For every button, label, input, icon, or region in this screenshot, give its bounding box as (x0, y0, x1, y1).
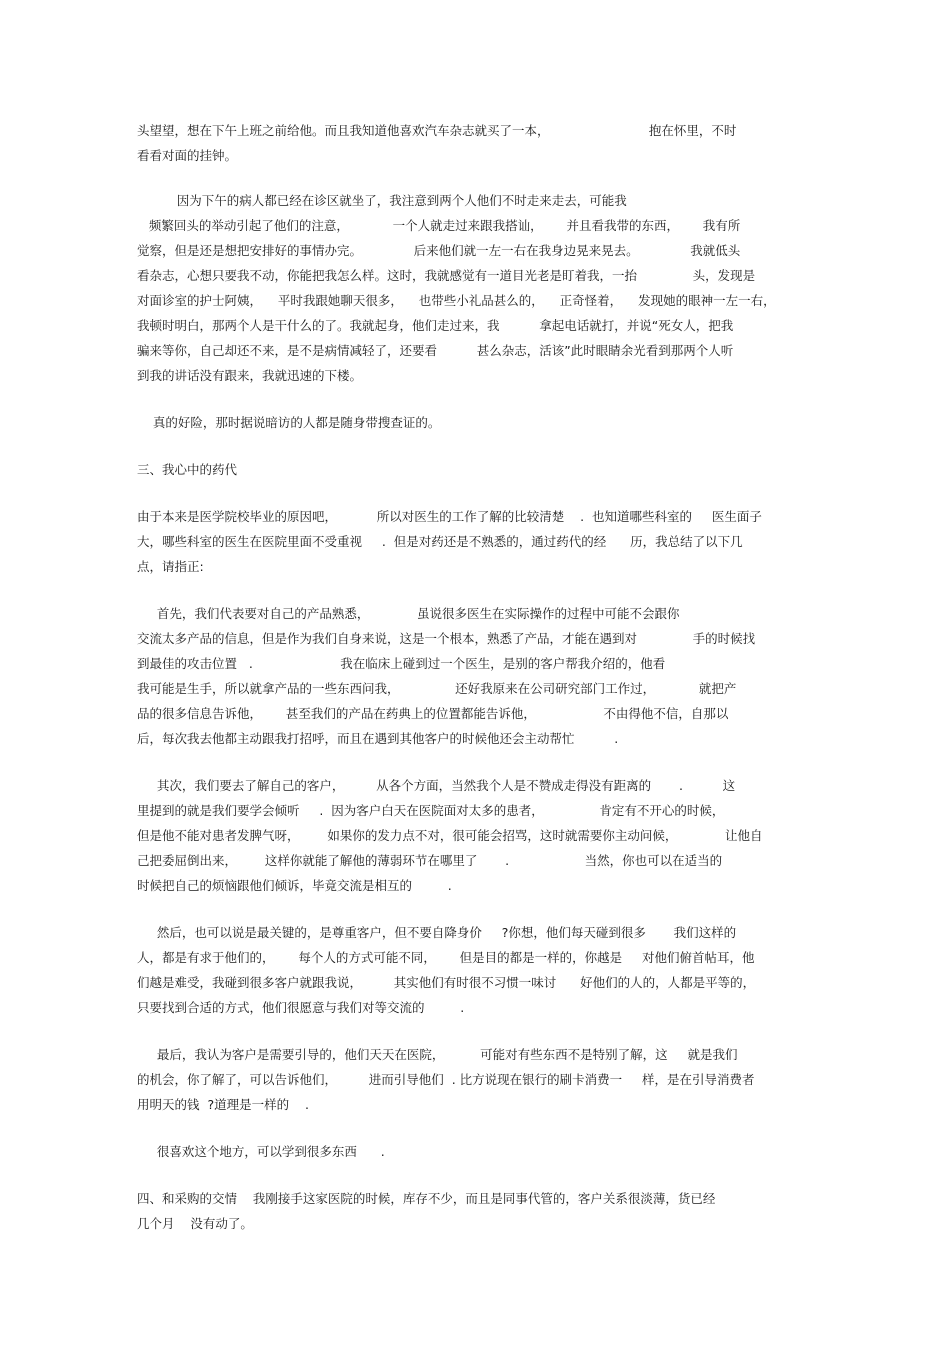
text-line: 点，请指正: (137, 559, 204, 574)
text-line: 我可能是生手，所以就拿产品的一些东西问我， 还好我原来在公司研究部门工作过， 就把产 (137, 681, 737, 696)
text-line: 己把委屈倒出来， 这样你就能了解他的薄弱环节在哪里了 . 当然，你也可以在适当的 (137, 853, 723, 868)
section-heading: 三、我心中的药代 (137, 462, 238, 477)
text-line: 然后，也可以说是最关键的，是尊重客户，但不要自降身价 ?你想，他们每天碰到很多 我们这样的 (137, 925, 737, 940)
text-line: 到我的讲话没有跟来，我就迅速的下楼。 (137, 368, 363, 383)
text-line: 首先，我们代表要对自己的产品熟悉， 虽说很多医生在实际操作的过程中可能不会跟你 (137, 606, 680, 621)
text-line: 因为下午的病人都已经在诊区就坐了，我注意到两个人他们不时走来走去，可能我 (137, 193, 627, 208)
paragraph-9 (137, 1139, 817, 1164)
text-line: 很喜欢这个地方，可以学到很多东西 . (137, 1144, 385, 1159)
text-line: 其次，我们要去了解自己的客户， 从各个方面，当然我个人是不赞成走得没有距离的 . 这 (137, 778, 736, 793)
paragraph-2 (137, 188, 817, 388)
text-line: 最后，我认为客户是需要引导的，他们天天在医院， 可能对有些东西不是特别了解，这 就是我们 (137, 1047, 738, 1062)
text-line: 到最佳的攻击位置 . 我在临床上碰到过一个医生，是别的客户帮我介绍的，他看 (137, 656, 666, 671)
paragraph-4 (137, 504, 817, 579)
text-line: 但是他不能对患者发脾气呀， 如果你的发力点不对，很可能会招骂，这时就需要你主动问候， 让他自 (137, 828, 763, 843)
paragraph-8 (137, 1042, 817, 1117)
text-line: 里提到的就是我们要学会倾听 . 因为客户白天在医院面对太多的患者， 肯定有不开心的时候， (137, 803, 725, 818)
text-line: 骗来等你，自己却还不来，是不是病情减轻了，还要看 甚么杂志，活该”此时眼睛余光看到那两个人听 (137, 343, 734, 358)
text-line: 觉察，但是还是想把安排好的事情办完。 后来他们就一左一右在我身边晃来晃去。 我就低头 (137, 243, 741, 258)
text-line: 由于本来是医学院校毕业的原因吧， 所以对医生的工作了解的比较清楚 . 也知道哪些科室的 医生面子 (137, 509, 762, 524)
paragraph-5 (137, 601, 817, 751)
text-line: 看看对面的挂钟。 (137, 148, 238, 163)
text-line: 我顿时明白，那两个人是干什么的了。我就起身，他们走过来，我 拿起电话就打，并说“死女人，把我 (137, 318, 734, 333)
text-line: 四、和采购的交情 我刚接手这家医院的时候，库存不少，而且是同事代管的，客户关系很淡薄，货已经 (137, 1191, 716, 1206)
text-line: 品的很多信息告诉他， 甚至我们的产品在药典上的位置都能告诉他， 不由得他不信，自那以 (137, 706, 729, 721)
paragraph-3 (137, 410, 817, 435)
text-line: 头望望，想在下午上班之前给他。而且我知道他喜欢汽车杂志就买了一本， 抱在怀里，不时 (137, 123, 737, 138)
text-line: 频繁回头的举动引起了他们的注意， 一个人就走过来跟我搭讪， 并且看我带的东西， 我有所 (137, 218, 741, 233)
text-line: 只要找到合适的方式，他们很愿意与我们对等交流的 . (137, 1000, 465, 1015)
text-line: 人，都是有求于他们的， 每个人的方式可能不同， 但是目的都是一样的，你越是 对他们俯首帖耳，他 (137, 950, 755, 965)
paragraph-1 (137, 118, 817, 168)
text-line: 交流太多产品的信息，但是作为我们自身来说，这是一个根本，熟悉了产品，才能在遇到对 手的时候找 (137, 631, 756, 646)
text-line: 对面诊室的护士阿姨， 平时我跟她聊天很多， 也带些小礼品甚么的， 正奇怪着， 发现她的眼神一左一右， (137, 293, 776, 308)
text-line: 用明天的钱 ?道理是一样的 . (137, 1097, 309, 1112)
paragraph-7 (137, 920, 817, 1020)
text-line: 几个月 没有动了。 (137, 1216, 253, 1231)
text-line: 后，每次我去他都主动跟我打招呼，而且在遇到其他客户的时候他还会主动帮忙 . (137, 731, 619, 746)
text-line: 看杂志，心想只要我不动，你能把我怎么样。这时，我就感觉有一道目光老是盯着我，一抬 头，发现是 (137, 268, 756, 283)
paragraph-10 (137, 1186, 817, 1236)
text-line: 时候把自己的烦恼跟他们倾诉，毕竟交流是相互的 . (137, 878, 452, 893)
text-line: 大，哪些科室的医生在医院里面不受重视 . 但是对药还是不熟悉的，通过药代的经 历，我总结了以下几 (137, 534, 743, 549)
text-line: 真的好险，那时据说暗访的人都是随身带搜查证的。 (137, 415, 441, 430)
text-line: 的机会，你了解了，可以告诉他们， 进而引导他们 . 比方说现在银行的刷卡消费一 样，是在引导消费者 (137, 1072, 755, 1087)
paragraph-6 (137, 773, 817, 898)
text-line: 们越是难受，我碰到很多客户就跟我说， 其实他们有时很不习惯一味讨 好他们的人的，人都是平等的， (137, 975, 756, 990)
section-heading-3 (137, 457, 817, 482)
document-body (137, 118, 817, 1236)
